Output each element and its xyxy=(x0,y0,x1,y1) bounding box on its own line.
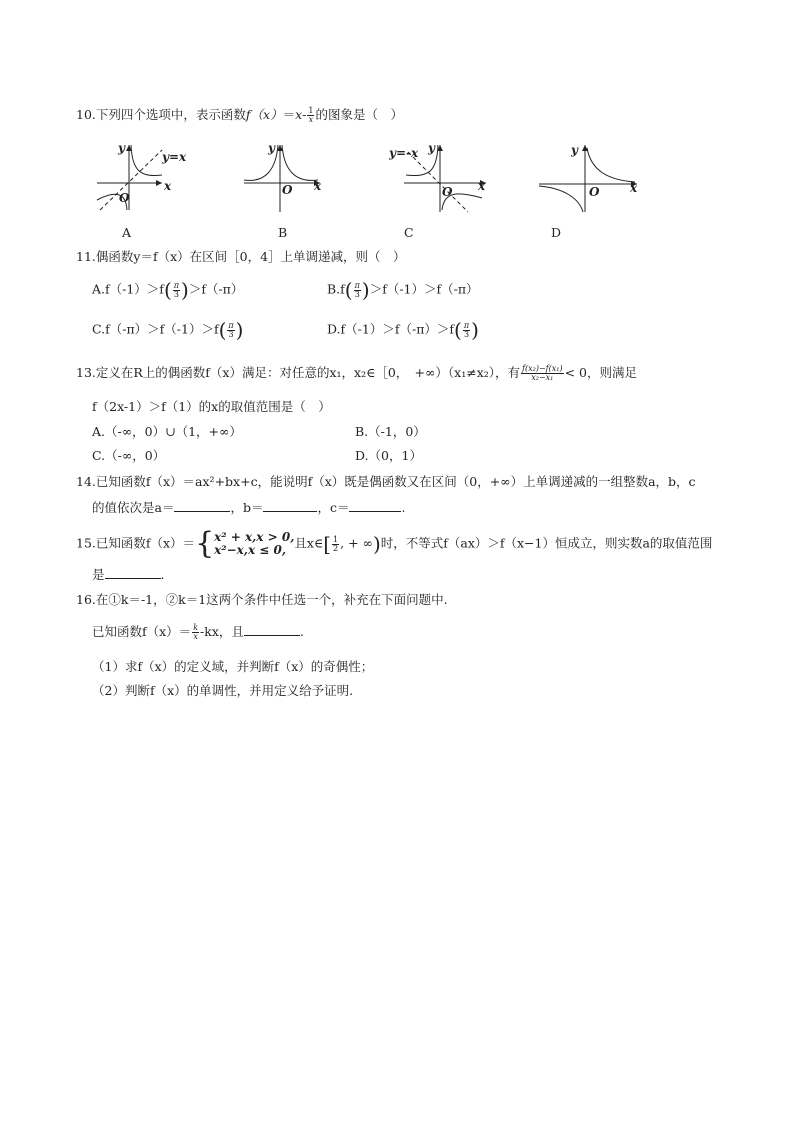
q11-a-frac xyxy=(173,282,180,299)
q16-frac-num: k xyxy=(193,623,199,632)
option-c-label: C xyxy=(404,225,414,240)
q11-a-frac-den: 3 xyxy=(173,289,179,299)
q15-interval-tail: , + ∞ xyxy=(340,535,373,551)
q15-end: . xyxy=(160,567,165,582)
q11-b-paren-r: ) xyxy=(361,278,370,302)
graph-b-y-label: y xyxy=(268,141,275,155)
q11-c-frac-num: π xyxy=(228,320,234,330)
q11-d-frac-num: π xyxy=(463,320,470,330)
q11-c-paren-r: ) xyxy=(235,318,244,342)
q15-stem-text-a: 15.已知函数f（x）＝ xyxy=(76,535,196,551)
q11-option-c xyxy=(92,318,244,342)
q11-c-frac xyxy=(227,322,234,339)
q14-text-c: ，c＝ xyxy=(317,500,350,515)
q13-stem-text-a: 13.定义在R上的偶函数f（x）满足：对任意的x₁，x₂∈［0， +∞）（x₁≠x₂），有 xyxy=(76,365,521,380)
q11-b-text-b: ＞f（-1）＞f（-π） xyxy=(369,281,479,297)
q11-a-frac-num: π xyxy=(173,280,180,290)
q11-option-a xyxy=(92,278,244,302)
q15-line2-text: 是 xyxy=(92,567,105,582)
q11-b-frac-den: 3 xyxy=(354,289,360,299)
q11-d-paren-r: ) xyxy=(471,318,479,342)
q13-line2: f（2x-1）＞f（1）的x的取值范围是（ ） xyxy=(92,399,331,414)
q15-half-den: 2 xyxy=(333,543,339,553)
graph-a-x-label: x xyxy=(164,179,172,193)
q11-b-frac xyxy=(354,282,361,299)
q11-stem: 11.偶函数y＝f（x）在区间［0，4］上单调递减，则（ ） xyxy=(76,249,406,264)
q16-sub1: （1）求f（x）的定义域，并判断f（x）的奇偶性； xyxy=(92,659,374,674)
q13-frac-num: f(x₂)−f(x₁) xyxy=(522,364,563,373)
q15-cases xyxy=(214,531,294,557)
q11-d-frac xyxy=(463,322,470,339)
q15-blank[interactable] xyxy=(105,566,161,579)
q11-b-frac-num: π xyxy=(354,280,360,290)
q15-stem xyxy=(76,526,713,561)
q13-fraction xyxy=(521,365,564,382)
q14-blank-a[interactable] xyxy=(174,499,230,512)
q13-frac-den: x₂−x₁ xyxy=(531,373,554,382)
graph-c-ynegx-label: y=-x xyxy=(389,146,419,160)
q10-minus: - xyxy=(302,107,307,122)
q15-paren-r: ) xyxy=(372,532,381,556)
q14-text-a: 的值依次是a＝ xyxy=(92,500,175,515)
q16-sub2: （2）判断f（x）的单调性，并用定义给予证明. xyxy=(92,683,354,698)
q16-frac-den: x xyxy=(193,632,198,641)
q10-eq: ＝ xyxy=(282,107,296,122)
graph-a-yx-label: y=x xyxy=(162,150,187,164)
option-a-label: A xyxy=(122,225,132,240)
q16-text-b: -kx，且 xyxy=(200,624,244,639)
q10-x: x xyxy=(295,107,303,122)
graph-c-o-label: O xyxy=(442,185,453,199)
q13-option-c: C.（-∞，0） xyxy=(92,448,166,463)
q11-c-text: C.f（-π）＞f（-1）＞f xyxy=(92,321,219,337)
q11-a-text-b: ＞f（-π） xyxy=(188,281,244,297)
graph-d-x-label: x xyxy=(630,181,638,195)
q15-half-num: 1 xyxy=(333,534,339,544)
graph-d-y-label: y xyxy=(571,143,578,157)
q10-stem xyxy=(76,107,403,124)
graph-b-x-label: x xyxy=(314,179,322,193)
q16-line1: 16.在①k＝-1，②k＝1这两个条件中任选一个，补充在下面问题中. xyxy=(76,592,448,607)
q11-b-paren-l: ( xyxy=(344,278,353,302)
q15-stem-text-b: 且x∈ xyxy=(294,535,324,551)
q13-option-a: A.（-∞，0）∪（1，+∞） xyxy=(92,424,242,439)
q13-stem xyxy=(76,365,637,382)
q13-option-b: B.（-1，0） xyxy=(355,424,426,439)
option-b-label: B xyxy=(278,225,288,240)
q15-case1: x² + x,x > 0, xyxy=(214,530,295,544)
q15-half xyxy=(332,536,339,553)
q14-text-b: ，b＝ xyxy=(230,500,264,515)
q16-blank[interactable] xyxy=(244,623,300,636)
q15-brace: { xyxy=(195,526,215,561)
graph-a-o-label: O xyxy=(119,191,130,205)
q11-c-paren-l: ( xyxy=(218,318,227,342)
option-d-label: D xyxy=(551,225,562,240)
q16-end: . xyxy=(299,624,304,639)
graph-b-o-label: O xyxy=(282,183,293,197)
q11-c-frac-den: 3 xyxy=(228,329,234,339)
graph-c-y-label: y xyxy=(428,141,435,155)
graph-b xyxy=(240,140,330,215)
q10-stem-text-a: 10.下列四个选项中，表示函数 xyxy=(76,107,246,122)
graph-c-x-label: x xyxy=(478,179,486,193)
q15-stem-text-c: 时，不等式f（ax）＞f（x−1）恒成立，则实数a的取值范围 xyxy=(380,535,713,551)
q16-line2 xyxy=(92,623,304,641)
q14-text-d: . xyxy=(401,500,406,515)
q15-case2: x²−x,x ≤ 0, xyxy=(214,543,287,557)
q14-line1: 14.已知函数f（x）＝ax²+bx+c，能说明f（x）既是偶函数又在区间（0，+∞）上单调递减的一组整数a，b，c xyxy=(76,474,696,489)
q11-d-paren-l: ( xyxy=(454,318,462,342)
q13-stem-text-b: < 0，则满足 xyxy=(564,365,637,380)
q11-option-b xyxy=(327,278,479,302)
graph-d xyxy=(535,140,645,215)
q11-a-paren-l: ( xyxy=(163,278,172,302)
q13-option-d: D.（0，1） xyxy=(355,448,422,463)
q10-stem-text-b: 的图象是（ ） xyxy=(315,107,403,122)
q11-d-frac-den: 3 xyxy=(463,329,470,339)
q14-blank-c[interactable] xyxy=(349,499,401,512)
q15-bracket-l: [ xyxy=(323,532,332,556)
q10-frac-den: x xyxy=(308,115,314,124)
q11-d-text: D.f（-1）＞f（-π）＞f xyxy=(327,321,455,337)
q10-fraction xyxy=(307,107,314,124)
q11-option-d xyxy=(327,318,479,342)
q16-fraction xyxy=(192,624,199,641)
q10-fx: f（x） xyxy=(245,107,283,122)
q16-text-a: 已知函数f（x）＝ xyxy=(92,624,192,639)
q14-line2 xyxy=(92,499,405,516)
graph-a-y-label: y xyxy=(118,141,125,155)
q14-blank-b[interactable] xyxy=(263,499,317,512)
q10-frac-num: 1 xyxy=(308,106,314,115)
graph-d-o-label: O xyxy=(589,185,600,199)
q11-b-text: B.f xyxy=(327,281,345,297)
q11-a-text: A.f（-1）＞f xyxy=(92,281,164,297)
q15-line2 xyxy=(92,566,165,583)
q11-a-paren-r: ) xyxy=(181,278,189,302)
